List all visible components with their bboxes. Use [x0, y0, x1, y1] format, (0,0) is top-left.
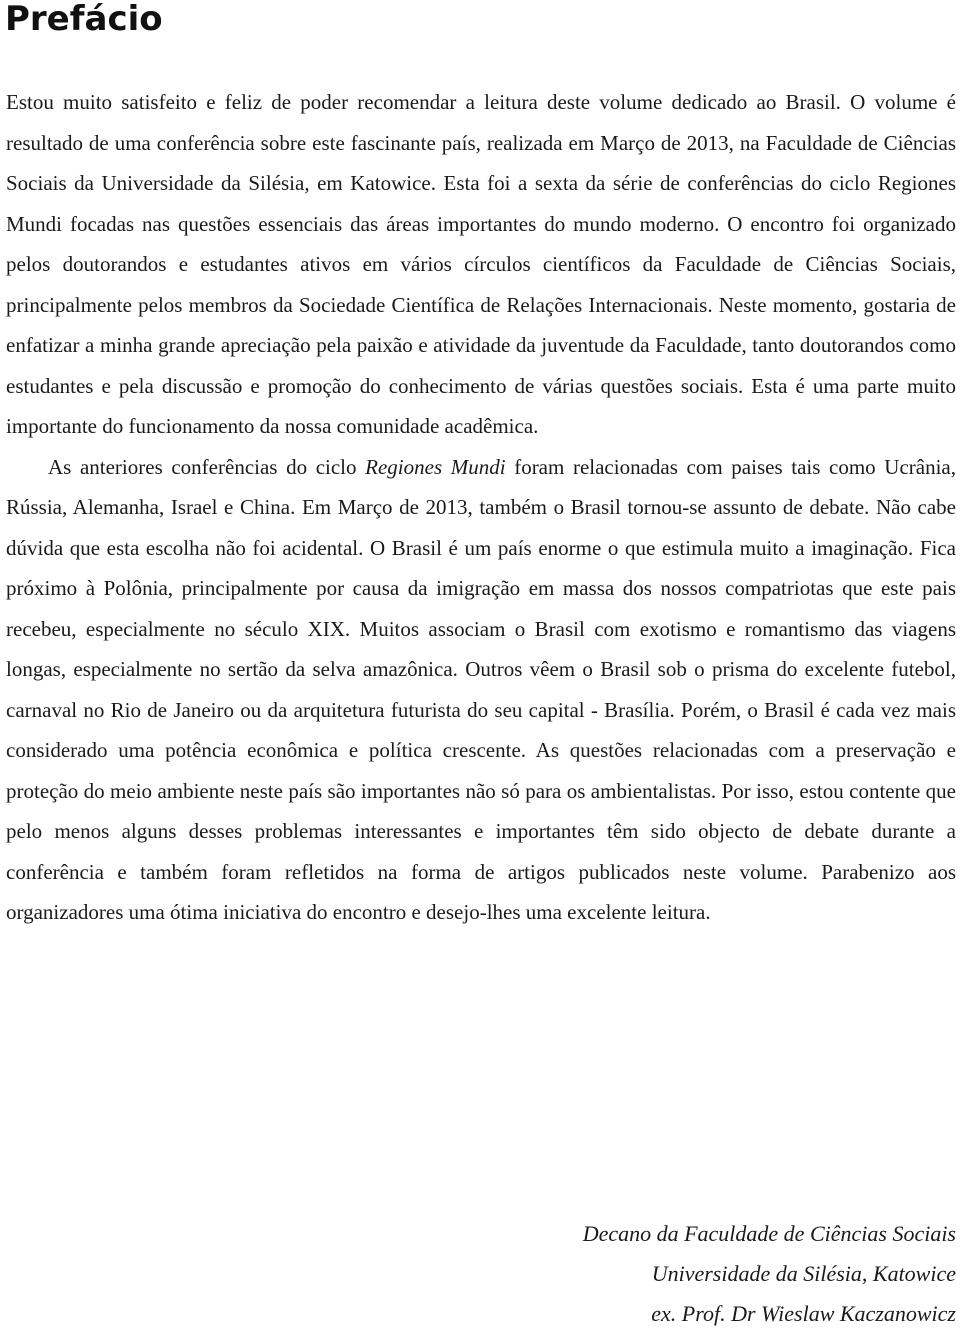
paragraph-2 [6, 447, 956, 933]
signature-line-dean: Decano da Faculdade de Ciências Sociais [582, 1221, 956, 1246]
signature-block [356, 1214, 956, 1334]
paragraph-2-text-before: As anteriores conferências do ciclo [48, 454, 366, 479]
signature-line-university: Universidade da Silésia, Katowice [651, 1261, 956, 1286]
signature-line-name: ex. Prof. Dr Wieslaw Kaczanowicz [651, 1301, 956, 1326]
paragraph-1: Estou muito satisfeito e feliz de poder recomendar a leitura deste volume dedicado ao Brasil. O volume é resultado de uma conferência sobre este fascinante país, realizada em Março de 2013, na Faculdade de Ciências Sociais da Universidade da Silésia, em Katowice. Esta foi a sexta da série de conferências do ciclo Regiones Mundi focadas nas questões essenciais das áreas importantes do mundo moderno. O encontro foi organizado pelos doutorandos e estudantes ativos em vários círculos científicos da Faculdade de Ciências Sociais, principalmente pelos membros da Sociedade Científica de Relações Internacionais. Neste momento, gostaria de enfatizar a minha grande apreciação pela paixão e atividade da juventude da Faculdade, tanto doutorandos como estudantes e pela discussão e promoção do conhecimento de várias questões sociais. Esta é uma parte muito importante do funcionamento da nossa comunidade acadêmica. [6, 90, 956, 438]
paragraph-2-emphasis: Regiones Mundi [365, 454, 506, 479]
preface-body [6, 82, 956, 933]
page-title: Prefácio [5, 0, 163, 39]
paragraph-2-text-after: foram relacionadas com paises tais como Ucrânia, Rússia, Alemanha, Israel e China. Em Março de 2013, também o Brasil tornou-se assunto de debate. Não cabe dúvida que esta escolha não foi acidental. O Brasil é um país enorme o que estimula muito a imaginação. Fica próximo à Polônia, principalmente por causa da imigração em massa dos nossos compatriotas que este pais recebeu, especialmente no século XIX. Muitos associam o Brasil com exotismo e romantismo das viagens longas, especialmente no sertão da selva amazônica. Outros vêem o Brasil sob o prisma do excelente futebol, carnaval no Rio de Janeiro ou da arquitetura futurista do seu capital - Brasília. Porém, o Brasil é cada vez mais considerado uma potência econômica e política crescente. As questões relacionadas com a preservação e proteção do meio ambiente neste país são importantes não só para os ambientalistas. Por isso, estou contente que pelo menos alguns desses problemas interessantes e importantes têm sido objecto de debate durante a conferência e também foram refletidos na forma de artigos publicados neste volume. Parabenizo aos organizadores uma ótima iniciativa do encontro e desejo-lhes uma excelente leitura. [6, 454, 956, 924]
